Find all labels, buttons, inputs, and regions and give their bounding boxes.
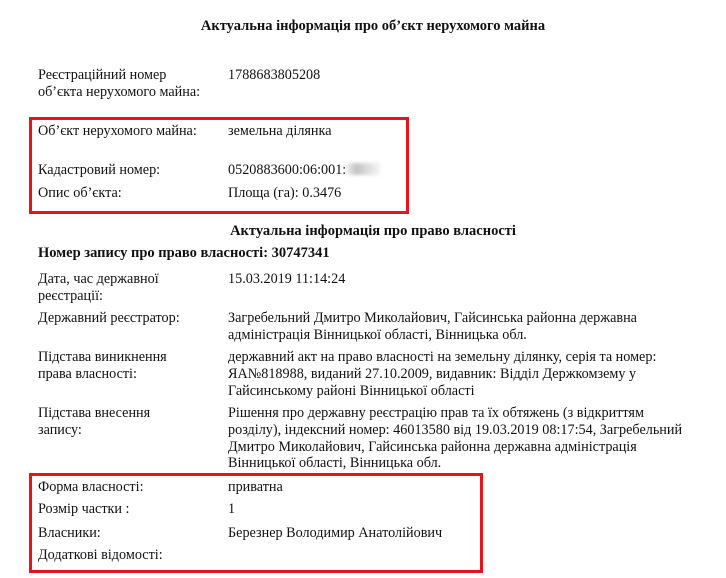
object-description-value: Площа (га): 0.3476 xyxy=(228,185,342,201)
object-type-label: Об’єкт нерухомого майна: xyxy=(38,123,197,139)
cadastral-number-label: Кадастровий номер: xyxy=(38,162,161,178)
share-size-label: Розмір частки : xyxy=(38,501,130,517)
object-section-title: Актуальна інформація про об’єкт нерухомого майна xyxy=(200,18,546,34)
additional-info-label: Додаткові відомості: xyxy=(38,547,163,563)
owners-label: Власники: xyxy=(38,525,101,541)
registrar-label: Державний реєстратор: xyxy=(38,310,180,326)
owners-value: Березнер Володимир Анатолійович xyxy=(228,525,443,541)
ownership-form-label: Форма власності: xyxy=(38,479,144,495)
highlight-box-object xyxy=(29,117,409,214)
registration-number-label: Реєстраційний номер об’єкта нерухомого майна: xyxy=(38,67,201,100)
object-type-value: земельна ділянка xyxy=(228,123,332,139)
registration-date-value: 15.03.2019 11:14:24 xyxy=(228,271,346,287)
registration-number-value: 1788683805208 xyxy=(228,67,321,83)
ownership-basis-value: державний акт на право власності на земельну ділянку, серія та номер: ЯА№818988, виданий 27.10.2009, видавник: Відділ Держкомзему у Гайсинському районі Вінницької області xyxy=(228,349,657,399)
registrar-value: Загребельний Дмитро Миколайович, Гайсинська районна державна адміністрація Вінницької області, Вінницька обл. xyxy=(228,310,637,343)
ownership-basis-label: Підстава виникнення права власності: xyxy=(38,349,167,382)
entry-basis-label: Підстава внесення запису: xyxy=(38,405,151,438)
ownership-record-number: Номер запису про право власності: 30747341 xyxy=(38,245,330,261)
highlight-box-ownership xyxy=(29,473,483,573)
object-description-label: Опис об’єкта: xyxy=(38,185,122,201)
share-size-value: 1 xyxy=(228,501,236,517)
cadastral-number-value: 0520883600:06:001: xyxy=(228,162,347,178)
registration-date-label: Дата, час державної реєстрації: xyxy=(38,271,159,304)
ownership-section-title: Актуальна інформація про право власності xyxy=(230,223,516,239)
ownership-form-value: приватна xyxy=(228,479,283,495)
entry-basis-value: Рішення про державну реєстрацію прав та їх обтяжень (з відкриттям розділу), індексний номер: 46013580 від 19.03.2019 08:17:54, Загребельний Дмитро Миколайович, Гайсинська районна державна адміністрація Вінницької області, Вінницька обл. xyxy=(228,405,683,472)
